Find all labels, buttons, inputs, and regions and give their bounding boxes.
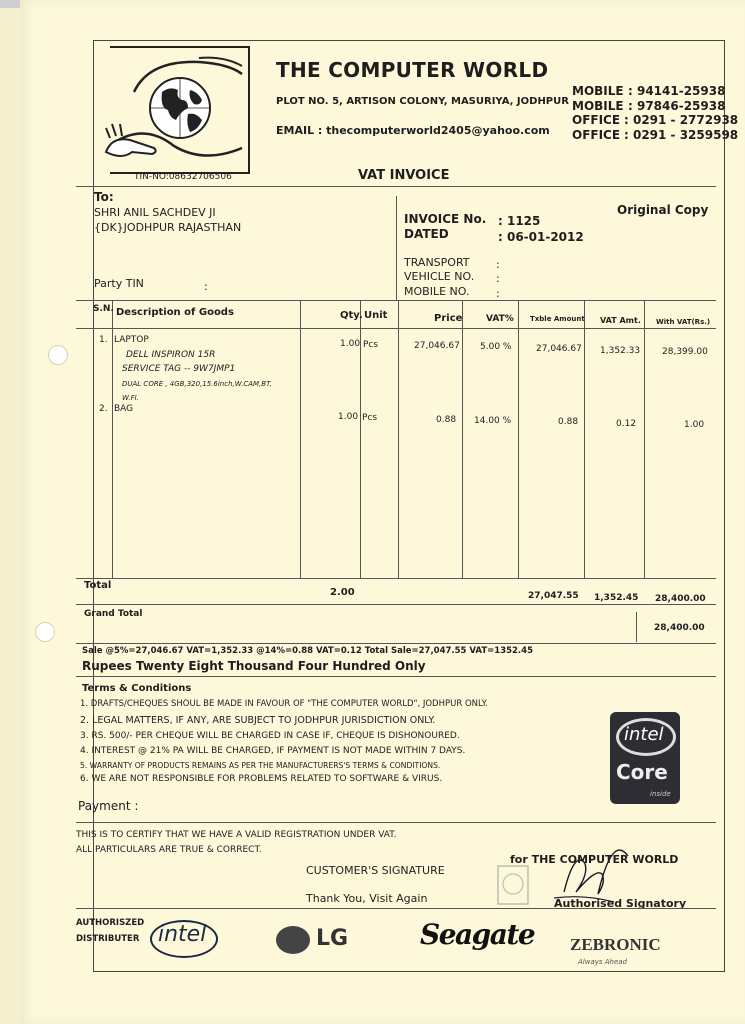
column-divider — [644, 300, 645, 578]
row-sn: 2. — [99, 404, 108, 414]
term-item: 6. WE ARE NOT RESPONSIBLE FOR PROBLEMS RELATED TO SOFTWARE & VIRUS. — [80, 774, 443, 784]
lg-logo-face — [276, 926, 310, 954]
term-item: 1. DRAFTS/CHEQUES SHOUL BE MADE IN FAVOUR OF "THE COMPUTER WORLD", JODHPUR ONLY. — [80, 699, 488, 709]
total-vat: 1,352.45 — [594, 593, 639, 603]
row-qty: 1.00 — [338, 412, 359, 422]
column-divider — [112, 300, 113, 578]
row-detail: W.FI. — [122, 394, 139, 402]
row-taxable: 0.88 — [558, 417, 579, 427]
column-divider — [462, 300, 463, 578]
col-header-vat-percent: VAT% — [486, 314, 514, 324]
party-tin-colon: : — [204, 280, 208, 293]
divider — [76, 676, 716, 677]
total-with-vat: 28,400.00 — [655, 594, 706, 604]
company-address: PLOT NO. 5, ARTISON COLONY, MASURIYA, JODHPUR — [276, 96, 569, 107]
total-taxable: 27,047.55 — [528, 591, 579, 601]
intel-core-badge — [610, 712, 680, 804]
badge-core-text: Core — [616, 760, 668, 784]
vehicle-label: VEHICLE NO. — [404, 270, 475, 283]
row-detail: DUAL CORE , 4GB,320,15.6inch,W.CAM,BT, — [122, 380, 272, 388]
globe-in-hands-logo-icon — [104, 52, 244, 170]
company-name: THE COMPUTER WORLD — [276, 58, 549, 82]
company-tin: TIN-NO:08632706506 — [134, 172, 232, 182]
party-tin-label: Party TIN — [94, 277, 144, 290]
row-detail: DELL INSPIRON 15R — [126, 350, 216, 360]
lg-logo: LG — [316, 926, 349, 951]
certify-line: THIS IS TO CERTIFY THAT WE HAVE A VALID REGISTRATION UNDER VAT. — [76, 830, 397, 840]
column-divider — [584, 300, 585, 578]
divider — [396, 196, 397, 300]
col-header-sn: S.N. — [93, 304, 114, 314]
row-item: BAG — [114, 404, 134, 414]
divider — [76, 908, 716, 909]
col-header-description: Description of Goods — [116, 307, 234, 318]
col-header-unit: Unit — [364, 310, 388, 321]
punch-hole — [48, 345, 68, 365]
customer-signature-label: CUSTOMER'S SIGNATURE — [306, 864, 445, 877]
row-vat-amount: 0.12 — [616, 419, 637, 429]
col-header-qty: Qty. — [340, 310, 363, 321]
intel-logo: intel — [158, 922, 207, 947]
term-item: 3. RS. 500/- PER CHEQUE WILL BE CHARGED IN CASE IF, CHEQUE IS DISHONOURED. — [80, 731, 460, 741]
row-unit: Pcs — [363, 340, 379, 350]
row-qty: 1.00 — [340, 339, 361, 349]
table-header-line — [76, 328, 716, 329]
terms-title: Terms & Conditions — [82, 683, 192, 694]
certify-line: ALL PARTICULARS ARE TRUE & CORRECT. — [76, 845, 262, 855]
total-label: Total — [84, 580, 112, 591]
invoice-no-label: INVOICE No. — [404, 212, 487, 226]
thank-you-text: Thank You, Visit Again — [306, 892, 428, 905]
buyer-address: {DK}JODHPUR RAJASTHAN — [94, 221, 242, 234]
divider — [76, 604, 716, 605]
amount-in-words: Rupees Twenty Eight Thousand Four Hundred Only — [82, 659, 426, 673]
grand-total-value: 28,400.00 — [654, 623, 705, 633]
buyer-name: SHRI ANIL SACHDEV JI — [94, 206, 216, 219]
row-with-vat: 28,399.00 — [662, 347, 708, 357]
transport-colon: : — [496, 258, 500, 271]
grand-total-label: Grand Total — [84, 609, 143, 619]
sale-summary: Sale @5%=27,046.67 VAT=1,352.33 @14%=0.88 VAT=0.12 Total Sale=27,047.55 VAT=1352.45 — [82, 646, 533, 656]
seagate-logo: Seagate — [420, 918, 535, 951]
row-sn: 1. — [99, 335, 108, 345]
badge-inside-text: inside — [650, 790, 671, 798]
col-header-vat-amount: VAT Amt. — [600, 316, 641, 325]
divider — [76, 643, 716, 644]
transport-label: TRANSPORT — [404, 256, 470, 269]
payment-label: Payment : — [78, 799, 139, 813]
term-item: 4. INTEREST @ 21% PA WILL BE CHARGED, IF PAYMENT IS NOT MADE WITHIN 7 DAYS. — [80, 746, 466, 756]
column-divider — [300, 300, 301, 578]
company-stamp-and-signature — [494, 822, 644, 912]
vehicle-colon: : — [496, 272, 500, 285]
document-title: VAT INVOICE — [358, 168, 450, 183]
to-label: To: — [94, 190, 114, 204]
term-item: 2. LEGAL MATTERS, IF ANY, ARE SUBJECT TO JODHPUR JURISDICTION ONLY. — [80, 715, 436, 726]
zebronics-logo: ZEBRONIC — [570, 935, 661, 954]
company-email: EMAIL : thecomputerworld2405@yahoo.com — [276, 124, 550, 137]
badge-intel-text: intel — [624, 724, 664, 745]
row-price: 27,046.67 — [414, 341, 460, 351]
col-header-price: Price — [434, 313, 463, 324]
col-header-with-vat: With VAT(Rs.) — [656, 318, 711, 326]
for-company-label: for THE COMPUTER WORLD — [510, 853, 679, 866]
table-bottom — [76, 578, 716, 579]
row-detail: SERVICE TAG -- 9W7JMP1 — [122, 364, 236, 374]
contact-block: MOBILE : 94141-25938 MOBILE : 97846-25938 OFFICE : 0291 - 2772938 OFFICE : 0291 - 3259598 — [572, 84, 739, 142]
authorised-signatory: Authorised Signatory — [554, 897, 687, 910]
row-item: LAPTOP — [114, 335, 149, 345]
row-vat-percent: 5.00 % — [480, 342, 512, 352]
col-header-taxable: Txble Amount — [530, 315, 585, 323]
row-unit: Pcs — [362, 413, 378, 423]
row-with-vat: 1.00 — [684, 420, 705, 430]
punch-hole — [35, 622, 55, 642]
authorised-distributer-label: AUTHORISZED DISTRIBUTER — [76, 918, 145, 944]
row-vat-amount: 1,352.33 — [600, 346, 641, 356]
dated-label: DATED — [404, 227, 449, 241]
table-top — [76, 300, 716, 301]
row-price: 0.88 — [436, 415, 457, 425]
column-divider — [518, 300, 519, 578]
row-taxable: 27,046.67 — [536, 344, 582, 354]
total-qty: 2.00 — [330, 587, 355, 598]
column-divider — [398, 300, 399, 578]
term-item: 5. WARRANTY OF PRODUCTS REMAINS AS PER THE MANUFACTURERS'S TERMS & CONDITIONS. — [80, 761, 441, 770]
column-divider — [360, 300, 361, 578]
row-vat-percent: 14.00 % — [474, 416, 512, 426]
divider — [76, 186, 716, 187]
dated-value: : 06-01-2012 — [498, 230, 584, 244]
mobile-colon: : — [496, 287, 500, 300]
mobile-no-label: MOBILE NO. — [404, 285, 470, 298]
invoice-no-value: : 1125 — [498, 214, 541, 228]
column-divider — [636, 612, 637, 642]
zebronics-tagline: Always Ahead — [578, 958, 628, 966]
copy-label: Original Copy — [617, 203, 709, 217]
